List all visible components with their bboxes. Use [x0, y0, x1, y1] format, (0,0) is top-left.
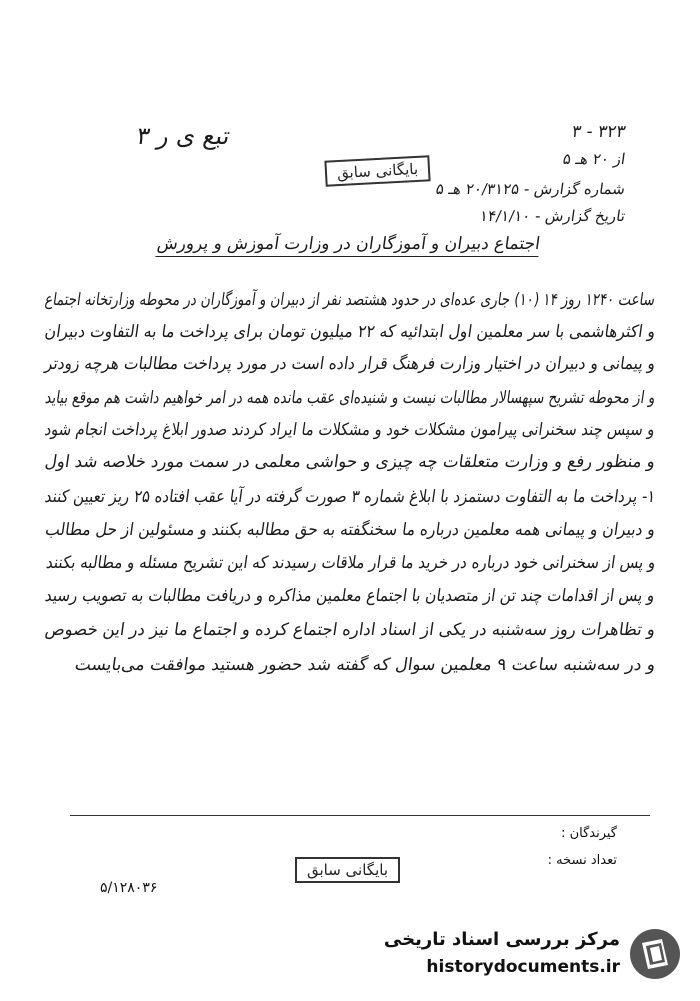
report-number: شماره گزارش - ۲۰/۳۱۲۵ هـ ۵ [434, 180, 627, 198]
body-line: و تظاهرات روز سه‌شنبه در یکی از اسناد اداره اجتماع کرده و اجتماع ما نیز در این خصوص [43, 620, 657, 640]
body-line: و سپس چند سخنرانی پیرامون مشکلات خود و مشکلات ما ایراد کردند صدور ابلاغ پرداخت انجام شود [43, 420, 657, 440]
copies-label: تعداد نسخه : [547, 853, 617, 868]
body-line: و دبیران و پیمانی همه معلمین درباره ما سخنگفته به حق مطالبه بکنند و مسئولین از حل مطالب [43, 520, 657, 540]
report-date: تاریخ گزارش - ۱۴/۱/۱۰ [478, 207, 627, 225]
body-line: و پس از اقدامات چند تن از متصدیان با اجتماع معلمین مذاکره و دریافت مطالبات به تصویب رسید [44, 586, 657, 606]
watermark-url: historydocuments.ir [426, 957, 620, 977]
recipients-label: گیرندگان : [561, 826, 617, 841]
body-line: ساعت ۱۲۴۰ روز ۱۴ (۱۰) جاری عده‌ای در حدود هشتصد نفر از دبیران و آموزگاران در محوطه وزارتخانه اجتماع [43, 290, 657, 310]
ref-line: از ۲۰ هـ ۵ [561, 150, 627, 168]
body-line: و اکثرهاشمی با سر معلمین اول ابتدائیه که ۲۲ میلیون تومان برای پرداخت ما به التفاوت دبیران [43, 322, 657, 342]
doc-number: ۳۲۳ - ۳ [570, 122, 627, 142]
bottom-archive-stamp: بایگانی سابق [295, 857, 400, 883]
file-number: ۵/۱۲۸۰۳۶ [100, 880, 158, 896]
body-line: و منظور رفع و وزارت متعلقات چه چیزی و حواشی معلمی در سمت مورد خلاصه شد اول [43, 452, 657, 472]
body-line: و در سه‌شنبه ساعت ۹ معلمین سوال که گفته شد حضور هستید موافقت می‌بایست [73, 655, 657, 675]
footer-divider [70, 815, 650, 816]
body-line: و از محوطه تشریح سپهسالار مطالبات نیست و شنیده‌ای عقب مانده همه در امر خواهیم داشت هم موقع بیاید [43, 388, 657, 408]
watermark [383, 925, 682, 987]
archive-stamp: بایگانی سابق [324, 155, 430, 186]
watermark-title: مرکز بررسی اسناد تاریخی [383, 929, 620, 950]
body-line: و پیمانی و دبیران در اختیار وزارت فرهنگ قرار داده است در مورد پرداخت مطالبات هرچه زودتر [43, 354, 657, 374]
doc-title: تبع ی ر ۳ [135, 122, 232, 150]
body-line: ۱- پرداخت ما به التفاوت دستمزد با ابلاغ شماره ۳ صورت گرفته در آیا عقب افتاده ۲۵ ریز تعیین کنند [43, 487, 657, 507]
doc-subject: اجتماع دبیران و آموزگاران در وزارت آموزش و پرورش [156, 234, 542, 257]
archive-book-icon [628, 927, 682, 981]
body-line: و پس از سخنرانی خود درباره در خرید ما قرار ملاقات رسیدند که این تشریح مسئله و مطالبه بکنند [44, 553, 657, 573]
